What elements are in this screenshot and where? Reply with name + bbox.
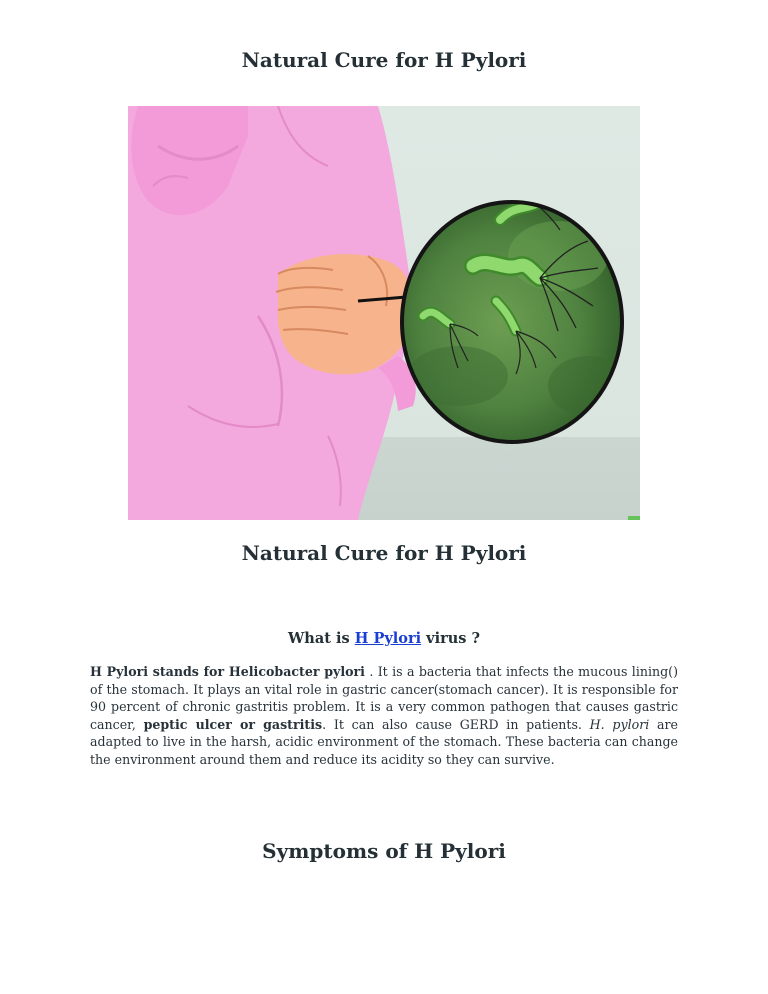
- page-title: Natural Cure for H Pylori: [241, 48, 527, 72]
- italic-species: H. pylori: [589, 716, 650, 732]
- paragraph-text-2: . It can also cause GERD in patients.: [322, 716, 590, 732]
- bold-conditions: peptic ulcer or gastritis: [143, 716, 323, 732]
- symptoms-heading: Symptoms of H Pylori: [262, 839, 506, 863]
- heading-prefix: What is: [288, 630, 355, 647]
- heading-suffix: virus ?: [421, 630, 480, 647]
- body-paragraph: [90, 663, 678, 769]
- section-heading: [0, 630, 768, 647]
- stomach-bacteria-illustration: [128, 106, 640, 520]
- paragraph-text-1: . It is a bacteria that infects the mucous lining() of the stomach. It plays an vital role in gastric cancer(stomach cancer). It is responsible for 90 percent of chronic gastritis problem. It is a very common pathogen that causes gastric cancer,: [90, 664, 678, 732]
- figure-caption: Natural Cure for H Pylori: [241, 541, 527, 565]
- paragraph-text-3: are adapted to live in the harsh, acidic environment of the stomach. These bacteria can change the environment around them and reduce its acidity so they can survive.: [90, 716, 678, 767]
- h-pylori-link[interactable]: H Pylori: [354, 630, 422, 647]
- lead-bold-text: H Pylori stands for Helicobacter pylori: [90, 664, 365, 679]
